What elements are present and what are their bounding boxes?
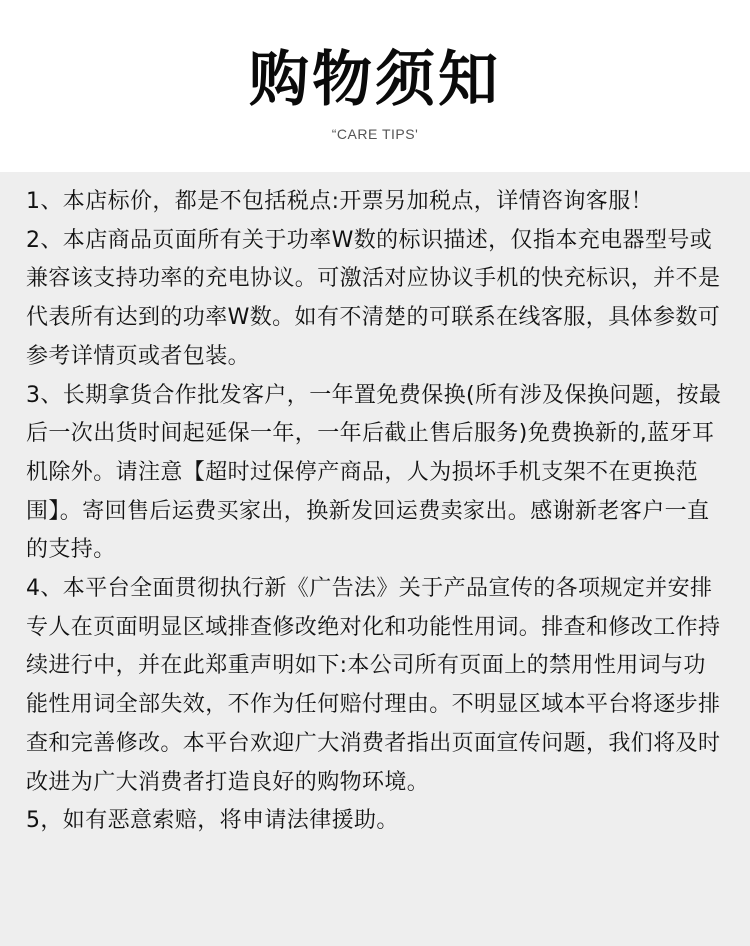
notice-item-5: 5，如有恶意索赔，将申请法律援助。 bbox=[26, 808, 399, 834]
notice-item-4: 4、本平台全面贯彻执行新《广告法》关于产品宣传的各项规定并安排专人在页面明显区域排查修改绝对化和功能性用词。排查和修改工作持续进行中，并在此郑重声明如下:本公司所有页面上的禁用性用词与功能性用词全部失效，不作为任何赔付理由。不明显区域本平台将逐步排查和完善修改。本平台欢迎广大消费者指出页面宣传问题，我们将及时改进为广大消费者打造良好的购物环境。 bbox=[26, 576, 721, 795]
notice-item-1: 1、本店标价，都是不包括税点:开票另加税点，详情咨询客服！ bbox=[26, 189, 654, 214]
page-subtitle: “CARE TIPS' bbox=[331, 126, 419, 142]
notice-item-2: 2、本店商品页面所有关于功率W数的标识描述，仅指本充电器型号或兼容该支持功率的充电协议。可激活对应协议手机的快充标识，并不是代表所有达到的功率W数。如有不清楚的可联系在线客服，具体参数可参考详情页或者包装。 bbox=[26, 227, 721, 369]
page-title: 购物须知 bbox=[249, 45, 501, 115]
header bbox=[0, 0, 750, 172]
notice-item-3: 3、长期拿货合作批发客户，一年置免费保换(所有涉及保换问题，按最后一次出货时间起延保一年，一年后截止售后服务)免费换新的,蓝牙耳机除外。请注意【超时过保停产商品，人为损坏手机支架不在更换范围】。寄回售后运费买家出，换新发回运费卖家出。感谢新老客户一直的支持。 bbox=[26, 382, 722, 563]
notice-list bbox=[26, 183, 728, 841]
